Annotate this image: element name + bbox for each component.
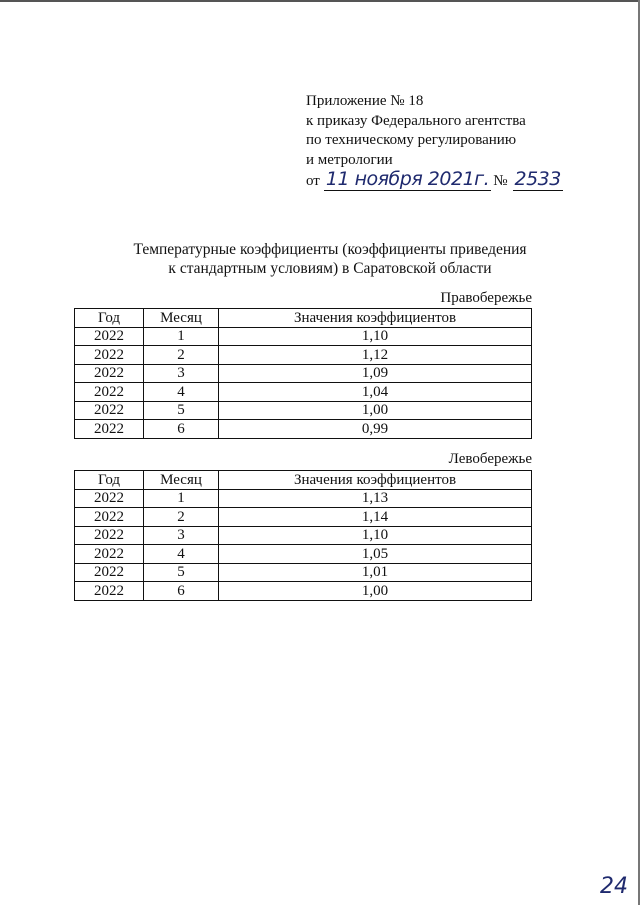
cell-month: 3 (144, 364, 219, 383)
table-row (75, 489, 532, 508)
table-header-row (75, 471, 532, 490)
section-label-left-bank: Левобережье (448, 451, 532, 467)
header-year: Год (75, 471, 144, 490)
table-row (75, 563, 532, 582)
cell-month: 1 (144, 327, 219, 346)
cell-value: 0,99 (219, 420, 532, 439)
cell-month: 6 (144, 420, 219, 439)
appendix-line: к приказу Федерального агентства (306, 112, 526, 129)
cell-value: 1,12 (219, 346, 532, 365)
header-year: Год (75, 309, 144, 328)
cell-value: 1,13 (219, 489, 532, 508)
appendix-header (306, 92, 563, 192)
cell-value: 1,00 (219, 401, 532, 420)
table-row (75, 383, 532, 402)
cell-month: 1 (144, 489, 219, 508)
handwritten-date: 11 ноября 2021г. (325, 168, 490, 190)
cell-year: 2022 (75, 526, 144, 545)
cell-value: 1,01 (219, 563, 532, 582)
cell-year: 2022 (75, 563, 144, 582)
table-row (75, 364, 532, 383)
section-label-right-bank: Правобережье (440, 290, 532, 306)
coefficients-table-right-bank (74, 308, 532, 439)
cell-value: 1,00 (219, 582, 532, 601)
from-label: от (306, 173, 320, 189)
cell-month: 2 (144, 346, 219, 365)
cell-year: 2022 (75, 364, 144, 383)
table-row (75, 508, 532, 527)
cell-year: 2022 (75, 508, 144, 527)
cell-month: 4 (144, 383, 219, 402)
appendix-line: по техническому регулированию (306, 132, 517, 148)
cell-value: 1,10 (219, 327, 532, 346)
document-title (110, 240, 550, 278)
cell-value: 1,04 (219, 383, 532, 402)
cell-month: 3 (144, 526, 219, 545)
cell-year: 2022 (75, 401, 144, 420)
cell-month: 5 (144, 563, 219, 582)
cell-month: 6 (144, 582, 219, 601)
table-row (75, 545, 532, 564)
header-month: Месяц (144, 471, 219, 490)
cell-year: 2022 (75, 420, 144, 439)
table-row (75, 401, 532, 420)
cell-value: 1,09 (219, 364, 532, 383)
order-date-number (306, 170, 563, 192)
cell-month: 4 (144, 545, 219, 564)
header-values: Значения коэффициентов (219, 471, 532, 490)
cell-year: 2022 (75, 489, 144, 508)
table-row (75, 346, 532, 365)
table-row (75, 526, 532, 545)
coefficients-table-left-bank (74, 470, 532, 601)
appendix-line: и метрологии (306, 151, 393, 168)
table-row (75, 327, 532, 346)
title-line: Температурные коэффициенты (коэффициенты приведения (133, 241, 527, 258)
cell-value: 1,14 (219, 508, 532, 527)
cell-month: 2 (144, 508, 219, 527)
number-label: № (493, 173, 508, 189)
cell-year: 2022 (75, 582, 144, 601)
header-month: Месяц (144, 309, 219, 328)
table-row (75, 420, 532, 439)
table-row (75, 582, 532, 601)
cell-year: 2022 (75, 383, 144, 402)
title-line: к стандартным условиям) в Саратовской области (168, 260, 492, 277)
page-edge-top (0, 0, 640, 2)
handwritten-page-number: 24 (600, 874, 628, 899)
cell-month: 5 (144, 401, 219, 420)
cell-year: 2022 (75, 545, 144, 564)
appendix-line: Приложение № 18 (306, 93, 424, 109)
cell-value: 1,10 (219, 526, 532, 545)
header-values: Значения коэффициентов (219, 309, 532, 328)
cell-year: 2022 (75, 346, 144, 365)
table-header-row (75, 309, 532, 328)
handwritten-number: 2533 (514, 168, 561, 190)
cell-value: 1,05 (219, 545, 532, 564)
cell-year: 2022 (75, 327, 144, 346)
